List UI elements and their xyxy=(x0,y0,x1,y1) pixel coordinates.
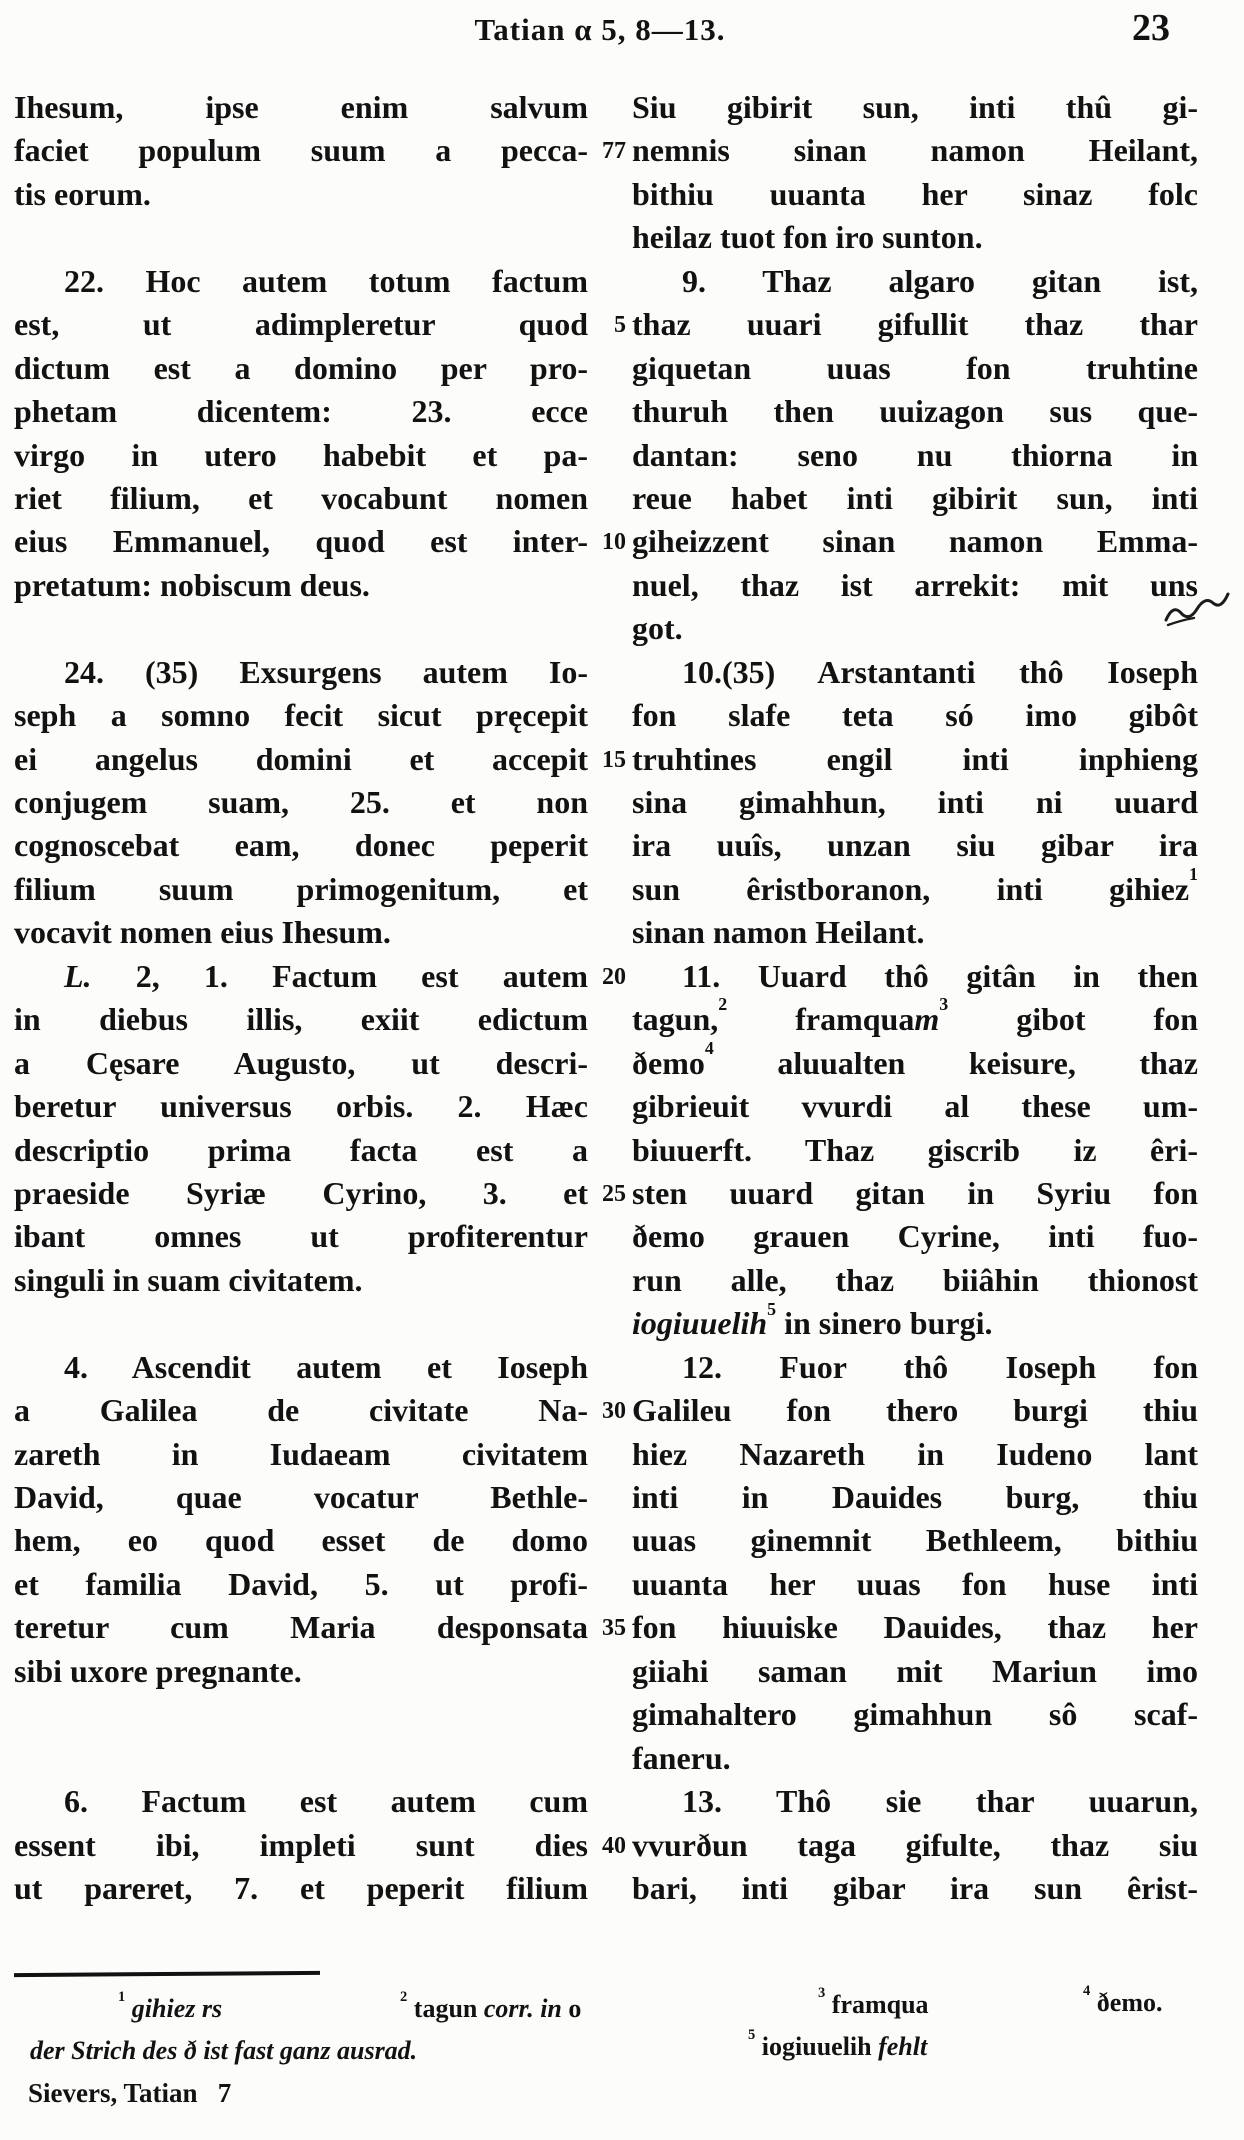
gutter-line-number xyxy=(588,1737,632,1780)
footnote-marker: 1 xyxy=(1189,864,1198,885)
right-column-line xyxy=(632,564,1198,607)
left-column-line xyxy=(14,1259,588,1302)
text-row xyxy=(0,955,1244,998)
text-row xyxy=(0,1867,1244,1910)
left-column-line xyxy=(14,1129,588,1172)
left-column-line xyxy=(14,868,588,911)
page-number: 23 xyxy=(1132,7,1170,49)
footnote-item xyxy=(748,2026,928,2062)
text-segment: uuanta her uuas fon huse inti xyxy=(632,1565,1198,1602)
left-column-line xyxy=(14,738,588,781)
text-row xyxy=(0,1606,1244,1649)
left-column-line xyxy=(14,1780,588,1823)
left-column-line xyxy=(14,477,588,520)
text-row xyxy=(0,1259,1244,1302)
right-column-line xyxy=(632,1129,1198,1172)
text-row xyxy=(0,1085,1244,1128)
text-segment: Ihesum, ipse enim salvum xyxy=(14,89,588,125)
text-segment: tagun, xyxy=(632,1001,719,1038)
text-segment: zareth in Iudaeam civitatem xyxy=(14,1435,588,1472)
text-segment: sinan namon Heilant. xyxy=(632,914,925,951)
text-row xyxy=(0,1519,1244,1562)
gutter-line-number: 10 xyxy=(602,529,626,556)
text-row xyxy=(0,1037,1244,1085)
text-segment: 12. Fuor thô Ioseph fon xyxy=(682,1348,1198,1385)
right-column-line xyxy=(632,1693,1198,1736)
right-column-line xyxy=(632,390,1198,433)
gutter-line-number xyxy=(588,1215,632,1258)
left-column-line xyxy=(14,260,588,303)
text-segment: truhtines engil inti inphieng xyxy=(632,740,1198,777)
text-row xyxy=(0,1346,1244,1389)
text-segment: gibot fon xyxy=(948,1001,1198,1038)
text-segment: fon slafe teta só imo gibôt xyxy=(632,697,1198,734)
text-segment: teretur cum Maria desponsata xyxy=(14,1609,588,1646)
text-segment: sun êristboranon, inti gihiez xyxy=(632,870,1190,907)
text-row xyxy=(0,824,1244,867)
left-column-line xyxy=(14,694,588,737)
text-segment: ðemo. xyxy=(1090,1988,1163,2017)
text-segment: a Cęsare Augusto, ut descri- xyxy=(14,1044,588,1081)
right-column-line xyxy=(632,1259,1198,1302)
text-row xyxy=(0,129,1244,172)
right-column-line xyxy=(632,1389,1198,1432)
left-column-line xyxy=(14,651,588,694)
text-segment: aluualten keisure, thaz xyxy=(713,1044,1198,1081)
text-row xyxy=(0,1780,1244,1823)
left-column-line xyxy=(14,1737,588,1780)
footnote-marker: 4 xyxy=(1083,1982,1091,1999)
right-column-line xyxy=(632,129,1198,172)
text-segment: vvurðun taga gifulte, thaz siu xyxy=(632,1826,1198,1863)
gutter-line-number xyxy=(588,1693,632,1736)
footnote-marker: 2 xyxy=(718,994,728,1015)
text-segment: sibi uxore pregnante. xyxy=(14,1652,302,1689)
text-segment: 4. Ascendit autem et Ioseph xyxy=(64,1348,588,1385)
text-segment: David, quae vocatur Bethle- xyxy=(14,1479,588,1515)
text-segment: ut pareret, 7. et peperit filium xyxy=(14,1869,588,1906)
text-segment: ei angelus domini et accepit xyxy=(14,740,588,777)
left-column-line xyxy=(14,1824,588,1867)
gutter-line-number xyxy=(588,1302,632,1345)
gutter-line-number: 30 xyxy=(602,1398,626,1425)
text-segment: L. xyxy=(64,957,92,994)
text-row xyxy=(0,781,1244,824)
gutter-line-number xyxy=(588,998,632,1041)
gutter-line-number xyxy=(588,434,632,477)
text-segment: pretatum: nobiscum deus. xyxy=(14,566,370,603)
left-column-line xyxy=(14,173,588,216)
text-row xyxy=(0,1172,1244,1215)
right-column-line xyxy=(632,864,1198,911)
text-segment: uuas ginemnit Bethleem, bithiu xyxy=(632,1522,1198,1559)
text-segment: phetam dicentem: 23. ecce xyxy=(14,393,588,430)
left-column-line xyxy=(14,1389,588,1432)
text-segment: m xyxy=(914,1001,940,1038)
text-segment: 9. Thaz algaro gitan ist, xyxy=(682,262,1198,299)
text-segment: biuuerft. Thaz giscrib iz êri- xyxy=(632,1131,1198,1168)
right-column-line xyxy=(632,1737,1198,1780)
text-row xyxy=(0,564,1244,607)
left-column-line xyxy=(14,1476,588,1519)
text-row xyxy=(0,694,1244,737)
gutter-line-number: 40 xyxy=(602,1832,626,1859)
right-column-line xyxy=(632,477,1198,520)
left-column-line xyxy=(14,520,588,563)
text-segment: riet filium, et vocabunt nomen xyxy=(14,479,588,516)
text-segment: run alle, thaz biiâhin thionost xyxy=(632,1261,1198,1298)
text-row xyxy=(0,864,1244,911)
gutter-line-number xyxy=(588,1476,632,1519)
footnote-item xyxy=(1083,1982,1163,2018)
gutter-line-number xyxy=(588,1433,632,1476)
left-column-line xyxy=(14,129,588,172)
left-column-line xyxy=(14,1085,588,1128)
right-column-line xyxy=(632,1519,1198,1562)
gutter-line-number xyxy=(588,781,632,824)
text-segment: reue habet inti gibirit sun, inti xyxy=(632,479,1198,516)
left-column-line xyxy=(14,390,588,433)
right-column-line xyxy=(632,738,1198,781)
text-segment: got. xyxy=(632,610,683,647)
text-segment: o xyxy=(561,1994,582,2023)
text-segment: gimahaltero gimahhun sô scaf- xyxy=(632,1696,1198,1733)
left-column-line xyxy=(14,781,588,824)
text-row xyxy=(0,911,1244,954)
footnote-marker: 2 xyxy=(400,1988,408,2005)
gutter-line-number xyxy=(588,607,632,650)
left-column-line xyxy=(14,216,588,259)
footnote-marker: 5 xyxy=(767,1298,777,1319)
text-segment: dictum est a domino per pro- xyxy=(14,349,588,386)
gutter-line-number xyxy=(588,1519,632,1562)
text-segment: ira uuîs, unzan siu gibar ira xyxy=(632,827,1198,864)
text-segment: faciet populum suum a pecca- xyxy=(14,132,588,169)
gutter-line-number xyxy=(588,1129,632,1172)
footnote-marker: 1 xyxy=(118,1988,126,2005)
footnote-marker: 3 xyxy=(939,994,949,1015)
text-segment: inti in Dauides burg, thiu xyxy=(632,1479,1198,1515)
text-segment: ðemo xyxy=(632,1044,705,1081)
footnote-item xyxy=(30,2036,417,2066)
text-segment: et familia David, 5. ut profi- xyxy=(14,1565,588,1602)
gutter-line-number xyxy=(588,216,632,259)
gutter-line-number xyxy=(588,1085,632,1128)
right-column-line xyxy=(632,303,1198,346)
right-column-line xyxy=(632,86,1198,129)
gutter-line-number: 35 xyxy=(602,1615,626,1642)
gutter-line-number: 25 xyxy=(602,1180,626,1207)
text-row xyxy=(0,1476,1244,1519)
text-row xyxy=(0,347,1244,390)
right-column-line xyxy=(632,651,1198,694)
text-segment: eius Emmanuel, quod est inter- xyxy=(14,523,588,560)
left-column-line xyxy=(14,1563,588,1606)
text-segment: giheizzent sinan namon Emma- xyxy=(632,523,1198,560)
gutter-line-number xyxy=(588,173,632,216)
footnote-marker: 4 xyxy=(704,1037,714,1058)
right-column-line xyxy=(632,781,1198,824)
text-columns xyxy=(0,86,1244,1910)
text-segment: hem, eo quod esset de domo xyxy=(14,1522,588,1559)
right-column-line xyxy=(632,347,1198,390)
left-column-line xyxy=(14,1433,588,1476)
right-column-line xyxy=(632,1476,1198,1519)
right-column-line xyxy=(632,1563,1198,1606)
text-row xyxy=(0,1563,1244,1606)
text-segment: bari, inti gibar ira sun êrist- xyxy=(632,1869,1198,1906)
text-row xyxy=(0,607,1244,650)
gutter-line-number xyxy=(588,1042,632,1085)
text-row xyxy=(0,520,1244,563)
text-segment: singuli in suam civitatem. xyxy=(14,1261,363,1298)
gutter-line-number: 5 xyxy=(614,312,626,339)
left-column-line xyxy=(14,1519,588,1562)
text-segment: dantan: seno nu thiorna in xyxy=(632,436,1198,473)
text-row xyxy=(0,434,1244,477)
text-segment: descriptio prima facta est a xyxy=(14,1131,588,1168)
gutter-line-number: 77 xyxy=(602,138,626,165)
text-segment: Galileu fon thero burgi thiu xyxy=(632,1392,1198,1429)
text-segment: hiez Nazareth in Iudeno lant xyxy=(632,1435,1198,1472)
left-column-line xyxy=(14,303,588,346)
text-row xyxy=(0,1298,1244,1345)
left-column-line xyxy=(14,1302,588,1345)
gutter-line-number: 20 xyxy=(602,963,626,990)
text-segment: virgo in utero habebit et pa- xyxy=(14,436,588,473)
footnote-item xyxy=(818,1984,929,2020)
right-column-line xyxy=(632,216,1198,259)
text-row xyxy=(0,1389,1244,1432)
text-segment: in diebus illis, exiit edictum xyxy=(14,1001,588,1038)
text-row xyxy=(0,1693,1244,1736)
gutter-line-number xyxy=(588,477,632,520)
text-segment: nemnis sinan namon Heilant, xyxy=(632,132,1198,169)
text-segment: thaz uuari gifullit thaz thar xyxy=(632,306,1198,343)
left-column-line xyxy=(14,1215,588,1258)
footnote-marker: 5 xyxy=(748,2026,756,2043)
left-column-line xyxy=(14,911,588,954)
right-column-line xyxy=(632,994,1198,1041)
text-segment: essent ibi, impleti sunt dies xyxy=(14,1826,588,1863)
gutter-line-number xyxy=(588,911,632,954)
gutter-line-number xyxy=(588,694,632,737)
text-row xyxy=(0,738,1244,781)
text-segment: giquetan uuas fon truhtine xyxy=(632,349,1198,386)
text-segment: tagun xyxy=(407,1994,484,2023)
right-column-line xyxy=(632,824,1198,867)
text-segment: framqua xyxy=(825,1990,929,2019)
text-segment: seph a somno fecit sicut pręcepit xyxy=(14,697,588,734)
right-column-line xyxy=(632,1867,1198,1910)
left-column-line xyxy=(14,1650,588,1693)
footnote-separator-rule xyxy=(14,1971,320,1977)
text-row xyxy=(0,1215,1244,1258)
text-segment: gibrieuit vvurdi al these um- xyxy=(632,1088,1198,1125)
text-segment: sten uuard gitan in Syriu fon xyxy=(632,1174,1198,1211)
right-column-line xyxy=(632,1606,1198,1649)
text-segment: nuel, thaz ist arrekit: mit uns xyxy=(632,566,1198,603)
text-segment: cognoscebat eam, donec peperit xyxy=(14,827,588,864)
left-column-line xyxy=(14,1172,588,1215)
text-row xyxy=(0,1737,1244,1780)
text-segment: iogiuuelih xyxy=(755,2032,879,2061)
gutter-line-number xyxy=(588,868,632,911)
gutter-line-number xyxy=(588,1867,632,1910)
gutter-line-number xyxy=(588,260,632,303)
gutter-line-number xyxy=(588,1650,632,1693)
gutter-line-number xyxy=(588,1780,632,1823)
left-column-line xyxy=(14,998,588,1041)
right-column-line xyxy=(632,1433,1198,1476)
right-column-line xyxy=(632,434,1198,477)
text-segment: framqua xyxy=(727,1001,915,1038)
right-column-line xyxy=(632,1650,1198,1693)
text-row xyxy=(0,1824,1244,1867)
text-segment: ðemo grauen Cyrine, inti fuo- xyxy=(632,1218,1198,1255)
text-segment: 24. (35) Exsurgens autem Io- xyxy=(64,653,588,690)
left-column-line xyxy=(14,347,588,390)
text-segment: 6. Factum est autem cum xyxy=(64,1783,588,1820)
right-column-line xyxy=(632,173,1198,216)
right-column-line xyxy=(632,955,1198,998)
right-column-line xyxy=(632,1298,1198,1345)
footnote-item xyxy=(118,1988,223,2024)
text-row xyxy=(0,1433,1244,1476)
text-segment: ibant omnes ut profiterentur xyxy=(14,1218,588,1255)
footnote-item xyxy=(400,1988,582,2024)
text-row xyxy=(0,477,1244,520)
text-row xyxy=(0,173,1244,216)
text-segment: tis eorum. xyxy=(14,175,151,212)
text-row xyxy=(0,651,1244,694)
signature-line: Sievers, Tatian 7 xyxy=(28,2078,232,2108)
text-row xyxy=(0,994,1244,1041)
text-segment: bithiu uuanta her sinaz folc xyxy=(632,175,1198,212)
left-column-line xyxy=(14,564,588,607)
left-column-line xyxy=(14,86,588,129)
gutter-line-number xyxy=(588,390,632,433)
gutter-line-number xyxy=(588,651,632,694)
text-row xyxy=(0,86,1244,129)
text-segment: iogiuuelih xyxy=(632,1305,768,1342)
text-segment: sina gimahhun, inti ni uuard xyxy=(632,784,1198,820)
left-column-line xyxy=(14,434,588,477)
right-column-line xyxy=(632,694,1198,737)
left-column-line xyxy=(14,1867,588,1910)
gutter-line-number: 15 xyxy=(602,746,626,773)
text-segment: est, ut adimpleretur quod xyxy=(14,306,588,343)
text-segment: giiahi saman mit Mariun imo xyxy=(632,1652,1198,1689)
right-column-line xyxy=(632,1215,1198,1258)
gutter-line-number xyxy=(588,347,632,390)
left-column-line xyxy=(14,1346,588,1389)
text-row xyxy=(0,303,1244,346)
text-row xyxy=(0,216,1244,259)
text-segment: heilaz tuot fon iro sunton. xyxy=(632,219,983,256)
footnote-marker: 3 xyxy=(818,1984,826,2001)
right-column-line xyxy=(632,1824,1198,1867)
text-segment: beretur universus orbis. 2. Hæc xyxy=(14,1088,588,1125)
text-segment: 13. Thô sie thar uuarun, xyxy=(682,1783,1198,1820)
text-row xyxy=(0,1650,1244,1693)
text-row xyxy=(0,1129,1244,1172)
text-segment: faneru. xyxy=(632,1739,731,1776)
text-segment: fon hiuuiske Dauides, thaz her xyxy=(632,1609,1198,1646)
text-segment: conjugem suam, 25. et non xyxy=(14,784,588,820)
text-segment: 11. Uuard thô gitân in then xyxy=(682,957,1198,994)
text-segment: filium suum primogenitum, et xyxy=(14,870,588,907)
right-column-line xyxy=(632,520,1198,563)
text-segment: gihiez rs xyxy=(131,1994,223,2023)
text-segment: a Galilea de civitate Na- xyxy=(14,1392,588,1429)
right-column-line xyxy=(632,260,1198,303)
text-row xyxy=(0,390,1244,433)
text-segment: thuruh then uuizagon sus que- xyxy=(632,393,1198,430)
left-column-line xyxy=(14,955,588,998)
text-segment: Siu gibirit sun, inti thû gi- xyxy=(632,89,1198,125)
text-segment: praeside Syriæ Cyrino, 3. et xyxy=(14,1174,588,1211)
gutter-line-number xyxy=(588,1259,632,1302)
gutter-line-number xyxy=(588,1563,632,1606)
text-segment: vocavit nomen eius Ihesum. xyxy=(14,914,391,951)
left-column-line xyxy=(14,1693,588,1736)
text-segment: corr. in xyxy=(483,1994,562,2023)
page-header-title: Tatian α 5, 8—13. xyxy=(474,12,726,47)
text-segment: fehlt xyxy=(878,2032,928,2061)
right-column-line xyxy=(632,1085,1198,1128)
gutter-line-number xyxy=(588,564,632,607)
right-column-line xyxy=(632,1172,1198,1215)
left-column-line xyxy=(14,824,588,867)
text-row xyxy=(0,260,1244,303)
right-column-line xyxy=(632,1037,1198,1085)
right-column-line xyxy=(632,1780,1198,1823)
left-column-line xyxy=(14,1606,588,1649)
text-segment: der Strich des ð ist fast ganz ausrad. xyxy=(30,2036,418,2065)
ink-mark xyxy=(1164,590,1230,637)
right-column-line xyxy=(632,1346,1198,1389)
gutter-line-number xyxy=(588,1346,632,1389)
right-column-line xyxy=(632,607,1198,650)
text-segment: 22. Hoc autem totum factum xyxy=(64,262,588,299)
gutter-line-number xyxy=(588,86,632,129)
gutter-line-number xyxy=(588,824,632,867)
text-segment: 2, 1. Factum est autem xyxy=(91,957,588,994)
left-column-line xyxy=(14,607,588,650)
text-segment: 10.(35) Arstantanti thô Ioseph xyxy=(682,653,1198,690)
left-column-line xyxy=(14,1042,588,1085)
right-column-line xyxy=(632,911,1198,954)
text-segment: in sinero burgi. xyxy=(776,1305,993,1342)
